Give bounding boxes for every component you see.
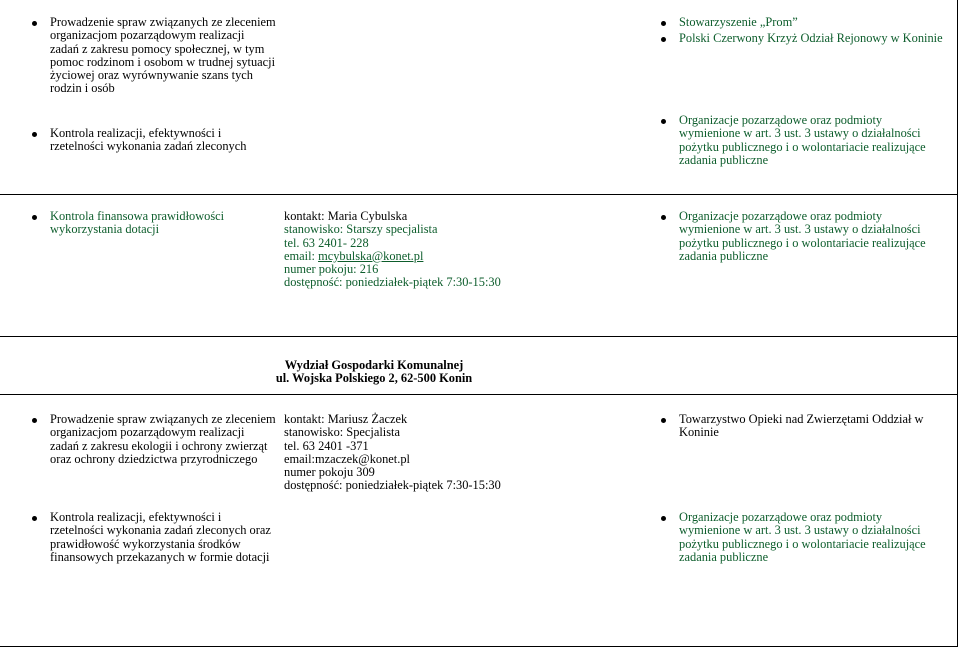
- row3-task: [50, 413, 276, 466]
- row4-task: [50, 511, 271, 564]
- bullet-icon: [661, 119, 666, 124]
- contact-position: stanowisko: Specjalista: [284, 425, 400, 440]
- list-item: Polski Czerwony Krzyż Odział Rejonowy w Koninie: [679, 32, 943, 45]
- row3-orgs: [679, 413, 923, 440]
- bullet-icon: [661, 418, 666, 423]
- list-item: Organizacje pozarządowe oraz podmioty wymienione w art. 3 ust. 3 ustawy o działalności pożytku publicznego i o wolontariacie realizujące zadania publiczne: [679, 511, 926, 564]
- bullet-icon: [32, 418, 37, 423]
- row3-contact: [284, 413, 501, 493]
- list-item: Kontrola finansowa prawidłowości wykorzystania dotacji: [50, 210, 224, 237]
- list-item: Prowadzenie spraw związanych ze zleceniem organizacjom pozarządowym realizacji zadań z zakresu ekologii i ochrony zwierząt oraz ochrony dziedzictwa przyrodniczego: [50, 413, 276, 466]
- contact-name: kontakt: Mariusz Żaczek: [284, 412, 408, 426]
- list-item: Towarzystwo Opieki nad Zwierzętami Oddział w Koninie: [679, 413, 923, 440]
- contact-email-link[interactable]: mcybulska@konet.pl: [318, 248, 424, 263]
- contact-email[interactable]: email:mzaczek@konet.pl: [284, 451, 410, 466]
- list-item: Prowadzenie spraw związanych ze zleceniem organizacjom pozarządowym realizacji zadań z zakresu pomocy społecznej, w tym pomoc rodzinom i osobom w trudnej sytuacji życiowej oraz wyrównywanie szans tych rodzin i osób: [50, 16, 276, 96]
- bullet-icon: [661, 21, 666, 26]
- row-divider-2: [0, 336, 958, 337]
- row-divider-3: [0, 394, 958, 395]
- contact-availability: dostępność: poniedziałek-piątek 7:30-15:30: [284, 478, 501, 493]
- contact-position: stanowisko: Starszy specjalista: [284, 222, 438, 237]
- list-item: Organizacje pozarządowe oraz podmioty wymienione w art. 3 ust. 3 ustawy o działalności pożytku publicznego i o wolontariacie realizujące zadania publiczne: [679, 114, 926, 167]
- bullet-icon: [661, 516, 666, 521]
- row2-task: [50, 210, 224, 237]
- bullet-icon: [32, 132, 37, 137]
- contact-availability: dostępność: poniedziałek-piątek 7:30-15:30: [284, 275, 501, 290]
- contact-phone: tel. 63 2401- 228: [284, 235, 369, 250]
- bullet-icon: [32, 516, 37, 521]
- bullet-icon: [661, 215, 666, 220]
- row1-orgs-1: [679, 16, 943, 46]
- row2-orgs: [679, 210, 926, 263]
- row1-orgs-2: [679, 114, 926, 167]
- row2-contact: [284, 210, 501, 290]
- list-item: Organizacje pozarządowe oraz podmioty wymienione w art. 3 ust. 3 ustawy o działalności pożytku publicznego i o wolontariacie realizujące zadania publiczne: [679, 210, 926, 263]
- contact-email-line: email: mcybulska@konet.pl: [284, 248, 424, 263]
- row1-task-1: [50, 16, 276, 96]
- department-heading: [0, 359, 748, 386]
- row1-task-2: [50, 127, 246, 154]
- list-item: Stowarzyszenie „Prom”: [679, 16, 943, 29]
- row-divider-1: [0, 194, 958, 195]
- contact-phone: tel. 63 2401 -371: [284, 438, 369, 453]
- list-item: Kontrola realizacji, efektywności i rzetelności wykonania zadań zleconych oraz prawidłowość wykorzystania środków finansowych przekazanych w formie dotacji: [50, 511, 271, 564]
- row4-orgs: [679, 511, 926, 564]
- list-item: Kontrola realizacji, efektywności i rzetelności wykonania zadań zleconych: [50, 127, 246, 154]
- contact-name: kontakt: Maria Cybulska: [284, 209, 408, 223]
- bullet-icon: [32, 215, 37, 220]
- contact-room: numer pokoju 309: [284, 465, 375, 480]
- contact-room: numer pokoju: 216: [284, 262, 379, 277]
- department-name: Wydział Gospodarki Komunalnej: [284, 358, 464, 372]
- department-address: ul. Wojska Polskiego 2, 62-500 Konin: [275, 371, 473, 386]
- bullet-icon: [32, 21, 37, 26]
